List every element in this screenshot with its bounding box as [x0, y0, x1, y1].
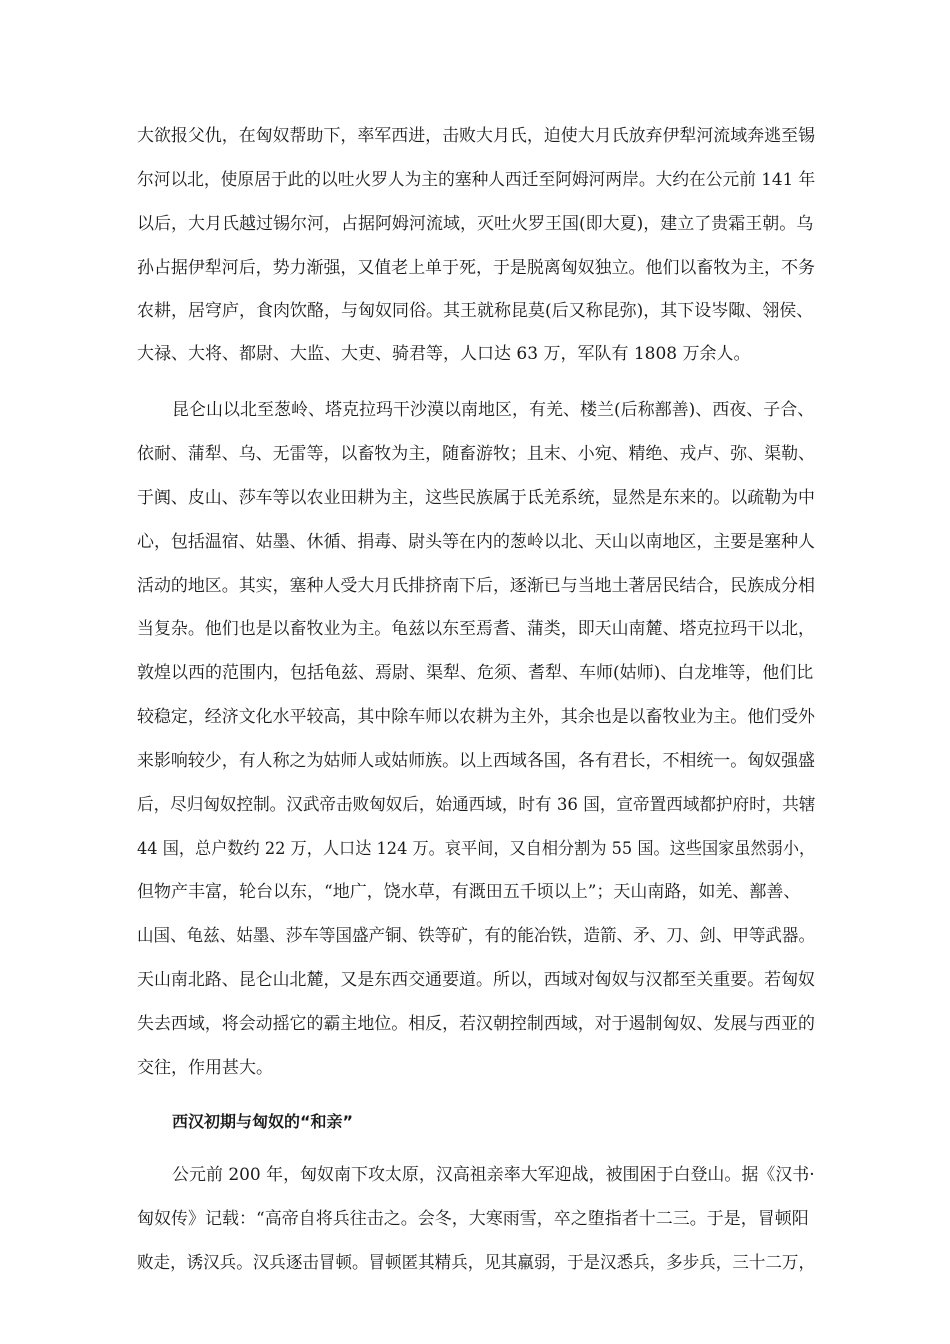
text-line: 大欲报父仇，在匈奴帮助下，率军西进，击败大月氏，迫使大月氏放弃伊犁河流域奔逃至锡: [137, 126, 815, 146]
section-heading: 西汉初期与匈奴的“和亲”: [172, 1112, 354, 1131]
text-line: 后，尽归匈奴控制。汉武帝击败匈奴后，始通西域，时有 36 国，宣帝置西域都护府时，共辖: [137, 795, 816, 815]
text-line: 心，包括温宿、姑墨、休循、捐毒、尉头等在内的葱岭以北、天山以南地区，主要是塞种人: [137, 532, 815, 552]
text-line: 山国、龟兹、姑墨、莎车等国盛产铜、铁等矿，有的能冶铁，造箭、矛、刀、剑、甲等武器。: [137, 926, 815, 946]
text-line: 敦煌以西的范围内，包括龟兹、焉尉、渠犁、危须、耆犁、车师(姑师)、白龙堆等，他们比: [137, 663, 814, 683]
text-line: 大禄、大将、都尉、大监、大吏、骑君等，人口达 63 万，军队有 1808 万余人。: [137, 344, 751, 364]
text-line: 匈奴传》记载：“高帝自将兵往击之。会冬，大寒雨雪，卒之堕指者十二三。于是，冒顿阳: [137, 1209, 809, 1229]
text-line: 当复杂。他们也是以畜牧业为主。龟兹以东至焉耆、蒲类，即天山南麓、塔克拉玛干以北，: [137, 619, 815, 639]
text-line: 天山南北路、昆仑山北麓，又是东西交通要道。所以，西域对匈奴与汉都至关重要。若匈奴: [137, 970, 815, 990]
text-line: 以后，大月氏越过锡尔河，占据阿姆河流域，灭吐火罗王国(即大夏)，建立了贵霜王朝。乌: [137, 214, 814, 234]
text-line: 依耐、蒲犁、乌、无雷等，以畜牧为主，随畜游牧；且末、小宛、精绝、戎卢、弥、渠勒、: [137, 444, 815, 464]
text-line: 较稳定，经济文化水平较高，其中除车师以农耕为主外，其余也是以畜牧业为主。他们受外: [137, 707, 815, 727]
text-line: 农耕，居穹庐，食肉饮酪，与匈奴同俗。其王就称昆莫(后又称昆弥)，其下设岑陬、翎侯、: [137, 301, 814, 321]
text-line: 活动的地区。其实，塞种人受大月氏排挤南下后，逐渐已与当地土著居民结合，民族成分相: [137, 576, 815, 596]
text-line: 孙占据伊犁河后，势力渐强，又值老上单于死，于是脱离匈奴独立。他们以畜牧为主，不务: [137, 258, 815, 278]
text-line: 昆仑山以北至葱岭、塔克拉玛干沙漠以南地区，有羌、楼兰(后称鄯善)、西夜、子合、: [172, 400, 815, 420]
text-line: 44 国，总户数约 22 万，人口达 124 万。哀平间，又自相分割为 55 国。这些国家虽然弱小，: [137, 839, 816, 859]
text-line: 公元前 200 年，匈奴南下攻太原，汉高祖亲率大军迎战，被围困于白登山。据《汉书·: [172, 1165, 815, 1185]
text-line: 尔河以北，使原居于此的以吐火罗人为主的塞种人西迁至阿姆河两岸。大约在公元前 141 年: [137, 170, 816, 190]
text-line: 失去西域，将会动摇它的霸主地位。相反，若汉朝控制西域，对于遏制匈奴、发展与西亚的: [137, 1014, 815, 1034]
text-line: 于阗、皮山、莎车等以农业田耕为主，这些民族属于氐羌系统，显然是东来的。以疏勒为中: [137, 488, 815, 508]
text-line: 来影响较少，有人称之为姑师人或姑师族。以上西域各国，各有君长，不相统一。匈奴强盛: [137, 751, 815, 771]
text-line: 败走，诱汉兵。汉兵逐击冒顿。冒顿匿其精兵，见其羸弱，于是汉悉兵，多步兵，三十二万，: [137, 1253, 815, 1273]
text-line: 交往，作用甚大。: [137, 1058, 273, 1078]
text-line: 但物产丰富，轮台以东，“地广，饶水草，有溉田五千顷以上”；天山南路，如羌、鄯善、: [137, 882, 801, 902]
